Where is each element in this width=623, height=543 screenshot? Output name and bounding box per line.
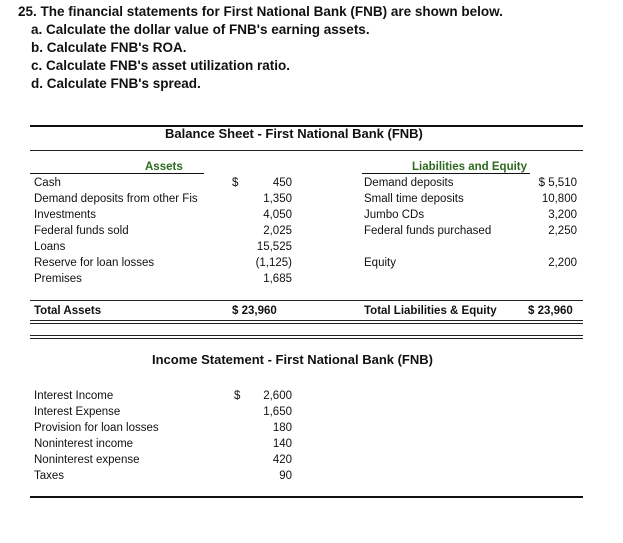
asset-value-reserve: (1,125) — [255, 257, 292, 269]
income-label-interest-expense: Interest Expense — [34, 406, 121, 418]
liab-label-equity: Equity — [364, 257, 396, 269]
balance-sheet-title-rule — [30, 150, 583, 151]
income-top-rule-1 — [30, 335, 583, 336]
asset-value-loans: 15,525 — [256, 241, 292, 253]
totals-underline-1 — [30, 320, 583, 321]
asset-label-demand-deposits: Demand deposits from other Fis — [34, 193, 198, 205]
question-block — [18, 3, 503, 93]
liab-value-fed-funds-purchased: 2,250 — [548, 225, 577, 237]
question-part-c: c. Calculate FNB's asset utilization ratio. — [31, 58, 291, 73]
totals-underline-2 — [30, 323, 583, 324]
liab-label-fed-funds-purchased: Federal funds purchased — [364, 225, 492, 237]
income-label-taxes: Taxes — [34, 470, 65, 482]
question-part-b: b. Calculate FNB's ROA. — [31, 40, 187, 55]
liab-value-jumbo-cds: 3,200 — [548, 209, 577, 221]
asset-value-fed-funds-sold: 2,025 — [263, 225, 292, 237]
total-liab-label: Total Liabilities & Equity — [364, 305, 497, 317]
liabilities-header-rule — [362, 173, 530, 174]
asset-label-investments: Investments — [34, 209, 96, 221]
asset-label-premises: Premises — [34, 273, 82, 285]
question-part-d: d. Calculate FNB's spread. — [31, 76, 201, 91]
asset-label-cash: Cash — [34, 177, 61, 189]
income-statement-title: Income Statement - First National Bank (FNB) — [152, 352, 433, 367]
income-value-noninterest-income: 140 — [272, 438, 292, 450]
asset-label-fed-funds-sold: Federal funds sold — [34, 225, 129, 237]
asset-label-loans: Loans — [34, 241, 66, 253]
liab-value-demand-deposits: $ 5,510 — [538, 177, 577, 189]
question-title: 25. The financial statements for First National Bank (FNB) are shown below. — [18, 4, 503, 19]
asset-value-premises: 1,685 — [263, 273, 292, 285]
asset-value-investments: 4,050 — [263, 209, 292, 221]
income-value-provision: 180 — [272, 422, 292, 434]
income-value-noninterest-expense: 420 — [272, 454, 292, 466]
income-value-interest-income: 2,600 — [263, 390, 292, 402]
asset-value-cash: 450 — [272, 177, 292, 189]
asset-dollar-sign: $ — [232, 177, 239, 189]
total-assets-value: $ 23,960 — [232, 305, 277, 317]
liab-value-small-time-deposits: 10,800 — [541, 193, 577, 205]
income-bottom-rule — [30, 496, 583, 498]
liab-value-equity: 2,200 — [548, 257, 577, 269]
totals-top-rule — [30, 300, 583, 301]
income-label-noninterest-income: Noninterest income — [34, 438, 134, 450]
balance-sheet-title: Balance Sheet - First National Bank (FNB) — [165, 126, 423, 141]
question-part-a: a. Calculate the dollar value of FNB's earning assets. — [31, 22, 370, 37]
income-dollar-sign: $ — [234, 390, 241, 402]
asset-label-reserve: Reserve for loan losses — [34, 257, 155, 269]
assets-header-rule — [30, 173, 204, 174]
liab-label-jumbo-cds: Jumbo CDs — [364, 209, 425, 221]
liab-label-demand-deposits: Demand deposits — [364, 177, 454, 189]
total-liab-value: $ 23,960 — [528, 305, 573, 317]
total-assets-label: Total Assets — [34, 305, 102, 317]
liab-label-small-time-deposits: Small time deposits — [364, 193, 464, 205]
income-value-interest-expense: 1,650 — [263, 406, 292, 418]
asset-value-demand-deposits: 1,350 — [263, 193, 292, 205]
income-label-provision: Provision for loan losses — [34, 422, 159, 434]
income-top-rule-2 — [30, 338, 583, 339]
income-label-interest-income: Interest Income — [34, 390, 114, 402]
assets-header: Assets — [145, 161, 183, 173]
income-value-taxes: 90 — [279, 470, 292, 482]
liabilities-header: Liabilities and Equity — [412, 161, 528, 173]
income-label-noninterest-expense: Noninterest expense — [34, 454, 140, 466]
